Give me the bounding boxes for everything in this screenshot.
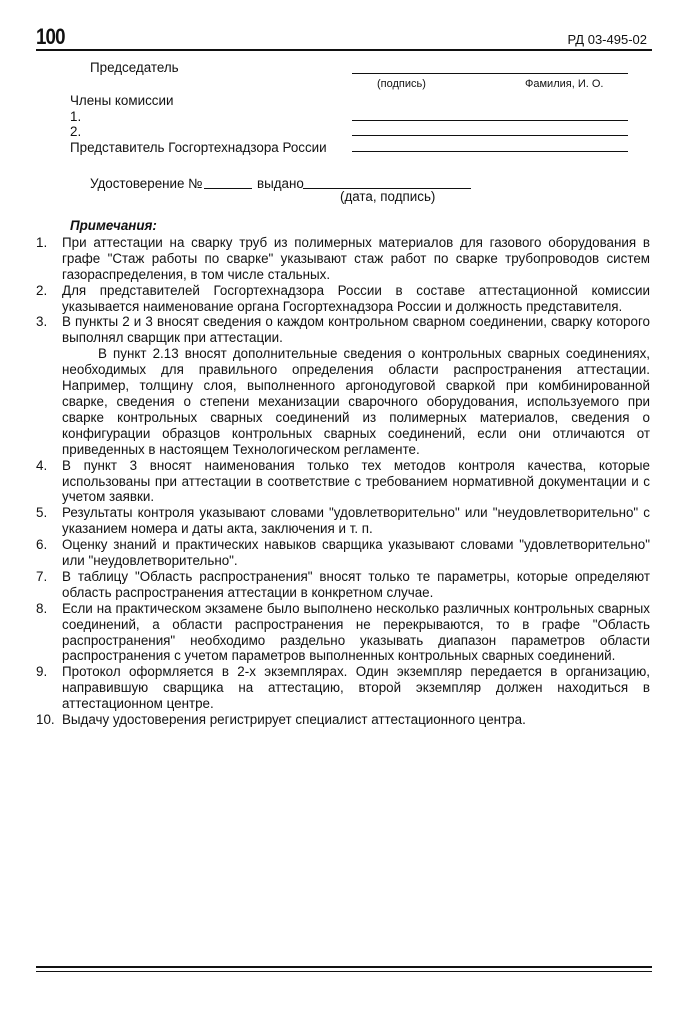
notes-section <box>36 218 650 728</box>
members-label: Члены комиссии <box>70 93 174 108</box>
member-1-label: 1. <box>70 109 82 124</box>
member-1-signature-line <box>352 120 628 121</box>
note-text: Выдачу удостоверения регистрирует специалист аттестационного центра. <box>62 712 526 728</box>
note-text: Для представителей Госгортехнадзора России в составе аттестационной комиссии указывается наименование органа Госгортехнадзора России и должность представителя. <box>62 282 650 314</box>
note-number: 7. <box>36 568 48 584</box>
notes-title: Примечания: <box>70 218 157 233</box>
note-text: В таблицу "Область распространения" вносят только те параметры, которые определяют область распространения аттестации в конкретном случае. <box>62 568 650 600</box>
note-number: 10. <box>36 712 55 728</box>
certificate-number-label: Удостоверение № <box>90 176 203 191</box>
note-number: 3. <box>36 314 48 330</box>
note-7 <box>36 569 650 601</box>
note-number: 8. <box>36 600 48 616</box>
header-rule <box>36 49 652 51</box>
date-signature-caption: (дата, подпись) <box>340 189 436 204</box>
page-number: 100 <box>36 24 65 49</box>
note-number: 4. <box>36 457 48 473</box>
member-2-signature-line <box>352 135 628 136</box>
note-3 <box>36 314 650 346</box>
signature-caption: (подпись) <box>377 78 426 90</box>
note-4 <box>36 458 650 506</box>
note-3-continuation: В пункт 2.13 вносят дополнительные сведения о контрольных сварных соединениях, необходимых для правильного определения области распространения аттестации. Например, толщину слоя, выполненного аргонодуговой сваркой при комбинированной сварке, сведения о степени механизации сварочного оборудования, используемого при сварке контрольных сварных соединений из полимерных материалов, сведения о конфигурации образцов контрольных сварных соединений, если они отличаются от приведенных в настоящем Технологическом регламенте. <box>62 346 650 457</box>
note-number: 1. <box>36 234 48 250</box>
certificate-issued-label: выдано <box>257 176 304 191</box>
name-caption: Фамилия, И. О. <box>525 78 604 90</box>
representative-signature-line <box>352 151 628 152</box>
note-text: Оценку знаний и практических навыков сварщика указывают словами "удовлетворительно" или "неудовлетворительно". <box>62 537 650 569</box>
chairman-signature-line <box>352 73 628 74</box>
note-text: Результаты контроля указывают словами "удовлетворительно" или "неудовлетворительно" с указанием номера и даты акта, заключения и т. п. <box>62 505 650 537</box>
note-10 <box>36 712 650 728</box>
member-2-label: 2. <box>70 124 82 139</box>
note-number: 9. <box>36 664 48 680</box>
note-8 <box>36 601 650 665</box>
certificate-number-line <box>204 188 252 189</box>
representative-label: Представитель Госгортехнадзора России <box>70 140 327 155</box>
note-text: В пункты 2 и 3 вносят сведения о каждом контрольном сварном соединении, сварку которого выполнял сварщик при аттестации. <box>62 314 650 346</box>
note-text: При аттестации на сварку труб из полимерных материалов для газового оборудования в графе "Стаж работы по сварке" указывают стаж работ по сварке трубопроводов систем газораспределения, в том числе стальных. <box>62 234 650 282</box>
note-6 <box>36 537 650 569</box>
note-1 <box>36 235 650 283</box>
footer-rule-bottom <box>36 971 652 972</box>
footer-rule-top <box>36 966 652 968</box>
note-5 <box>36 505 650 537</box>
note-number: 5. <box>36 505 48 521</box>
note-text: Протокол оформляется в 2-х экземплярах. Один экземпляр передается в организацию, направившую сварщика на аттестацию, второй экземпляр должен находиться в аттестационном центре. <box>62 664 650 712</box>
note-number: 2. <box>36 282 48 298</box>
note-9 <box>36 664 650 712</box>
note-2 <box>36 283 650 315</box>
note-number: 6. <box>36 537 48 553</box>
note-text: Если на практическом экзамене было выполнено несколько различных контрольных сварных соединений, а области распространения не перекрываются, то в графе "Область распространения" необходимо раздельно указывать диапазон параметров области распространения с учетом параметров выполненных контрольных сварных соединений. <box>62 600 650 664</box>
chairman-label: Председатель <box>90 60 179 75</box>
note-text: В пункт 3 вносят наименования только тех методов контроля качества, которые использованы при аттестации в соответствие с требованием нормативной документации и с учетом заявки. <box>62 457 650 505</box>
document-code: РД 03-495-02 <box>567 32 647 47</box>
